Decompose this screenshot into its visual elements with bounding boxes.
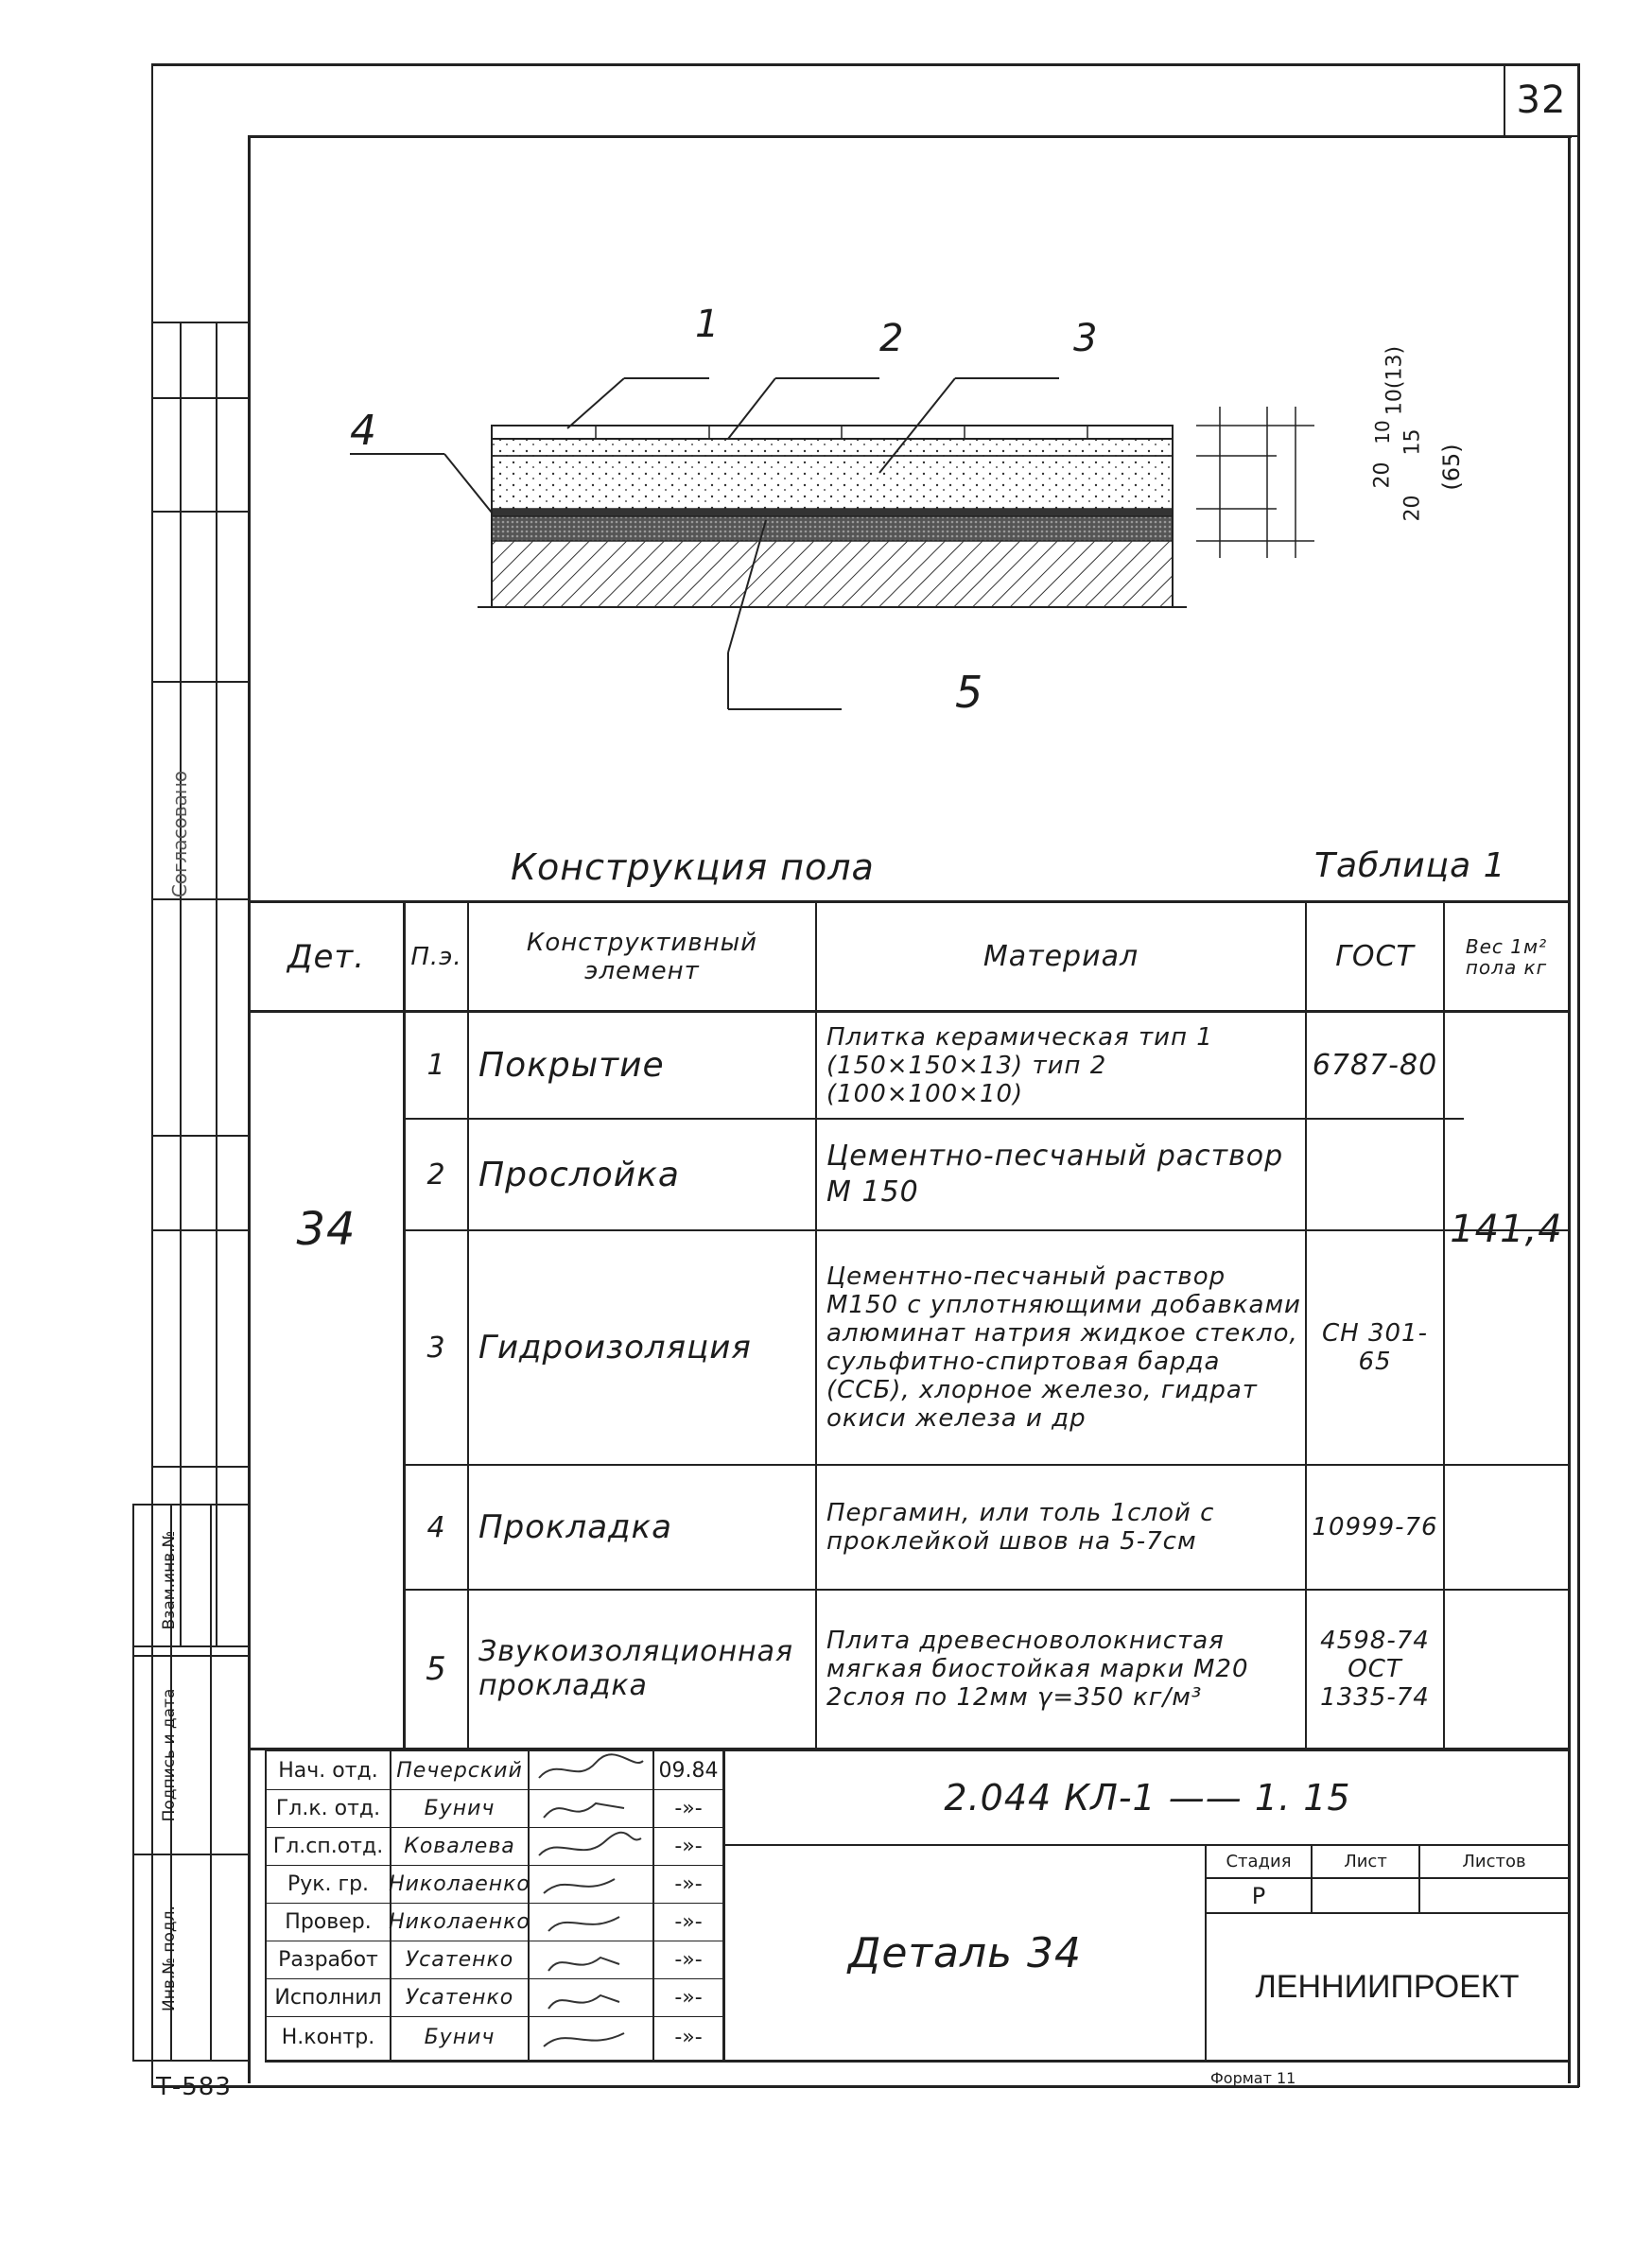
tb-date: 09.84 [658, 1758, 719, 1783]
inv-original-label: Инв.№ подл. [160, 1906, 179, 2011]
row1-n: 1 [426, 1049, 446, 1082]
tb-date: -»- [674, 1796, 703, 1820]
row4-gost: 10999-76 [1312, 1513, 1438, 1541]
side-stamp-text: Согласовано [168, 770, 191, 898]
side-h6 [151, 1229, 250, 1231]
tb-date: -»- [674, 1985, 703, 2010]
header-gost: ГОСТ [1335, 940, 1415, 973]
row2-element: Прослойка [478, 1155, 680, 1194]
tb-row [267, 1751, 722, 1790]
side-col-line-1 [151, 322, 153, 1645]
tb-date: -»- [674, 1947, 703, 1972]
tb-role: Гл.сп.отд. [272, 1834, 384, 1858]
archive-mark: Т-583 [156, 2073, 232, 2101]
callout-3: 3 [1073, 317, 1099, 360]
tb-row [267, 1789, 722, 1828]
sheet-header: Лист [1344, 1852, 1387, 1871]
col-gost-right [1443, 900, 1445, 1749]
side-block-left [132, 1504, 134, 2062]
table-caption: Конструкция пола [511, 846, 875, 888]
side-h1 [151, 397, 250, 399]
tb-name: Николаенко [389, 1909, 530, 1934]
outer-border-right [1577, 63, 1580, 2087]
tb-role: Н.контр. [281, 2025, 375, 2049]
layer-mortar [492, 439, 1173, 456]
row4-element: Прокладка [478, 1508, 672, 1546]
doc-title: Деталь 34 [847, 1928, 1083, 1977]
table-label: Таблица 1 [1314, 846, 1506, 885]
dim-total: (65) [1438, 444, 1465, 491]
row5-material: Плита древесноволокнистая мягкая биостойкая марки М20 2слоя по 12мм γ=350 кг/м³ [826, 1627, 1249, 1712]
row3-gost: СН 301-65 [1322, 1319, 1428, 1376]
format-note: Формат 11 [1210, 2069, 1296, 2087]
floor-section-drawing [312, 312, 1541, 757]
tb-role: Провер. [285, 1909, 372, 1934]
row2-gost [1307, 1120, 1443, 1229]
outer-border-top [151, 63, 1579, 66]
row1-gost: 6787-80 [1312, 1049, 1438, 1082]
side-block-bottom [132, 2060, 250, 2062]
row4-material: Пергамин, или толь 1слой с проклейкой швов на 5-7см [826, 1499, 1215, 1556]
side-block-h1 [132, 1655, 250, 1657]
layer-waterproofing [492, 456, 1173, 509]
tb-people [267, 1751, 722, 2060]
side-h8 [132, 1504, 250, 1506]
org-name: ЛЕННИИПРОЕКТ [1255, 1968, 1520, 2005]
callout-5: 5 [955, 667, 984, 718]
layer-insulation [492, 516, 1173, 541]
inner-frame-top [248, 135, 1572, 138]
doc-code: 2.044 КЛ-1 —— 1. 15 [944, 1777, 1351, 1819]
layer-tile [492, 426, 1173, 439]
row2-n: 2 [426, 1158, 446, 1192]
tb-row [267, 1827, 722, 1866]
tb-date: -»- [674, 1871, 703, 1896]
side-block-right [210, 1504, 212, 2062]
layer-slab [492, 541, 1173, 607]
side-h9 [132, 1645, 250, 1647]
side-block-h2 [132, 1854, 250, 1855]
layer-membrane [492, 509, 1173, 516]
tb-row [267, 1978, 722, 2017]
side-h2 [151, 511, 250, 513]
dim-d3: 10 [1371, 420, 1394, 444]
det-value: 34 [296, 1203, 356, 1256]
side-h5 [151, 1135, 250, 1137]
row5-n: 5 [426, 1650, 447, 1688]
row5-element: Звукоизоляционная прокладка [478, 1635, 794, 1702]
stage-value: Р [1251, 1882, 1266, 1909]
row3-n: 3 [426, 1331, 446, 1365]
tb-name: Бунич [424, 2025, 496, 2049]
dim-d4: 15 [1400, 428, 1425, 456]
row3-element: Гидроизоляция [478, 1329, 752, 1367]
page-number: 32 [1516, 78, 1567, 122]
weight-value: 141,4 [1450, 1208, 1563, 1251]
header-weight: Вес 1м² пола кг [1465, 934, 1548, 979]
side-col-line-2 [180, 322, 182, 1645]
tb-bottom [265, 2060, 1570, 2063]
stage-header: Стадия [1226, 1852, 1292, 1871]
signature-date-label: Подпись и дата [160, 1688, 179, 1822]
tb-name: Усатенко [405, 1947, 514, 1972]
tb-role: Гл.к. отд. [275, 1796, 381, 1820]
tb-date: -»- [674, 1909, 703, 1934]
header-det: Дет. [287, 937, 366, 976]
tb-name: Николаенко [389, 1871, 530, 1896]
tb-role: Разработ [278, 1947, 378, 1972]
callout-4: 4 [350, 407, 377, 455]
side-h4 [151, 898, 250, 900]
tb-role: Нач. отд. [278, 1758, 378, 1783]
tb-name: Ковалева [404, 1834, 515, 1858]
header-material: Материал [983, 940, 1139, 973]
row3-material: Цементно-песчаный раствор М150 с уплотняющими добавками алюминат натрия жидкое стекло, сульфитно-спиртовая барда (ССБ), хлорное железо, гидрат окиси железа и др [826, 1262, 1301, 1433]
row2-material: Цементно-песчаный раствор М 150 [826, 1140, 1284, 1209]
dim-d5: 20 [1400, 495, 1425, 522]
sheets-header: Листов [1462, 1852, 1526, 1871]
side-h7 [151, 1466, 250, 1468]
row5-gost: 4598-74 ОСТ 1335-74 [1320, 1627, 1430, 1712]
dim-d1: 10(13) [1382, 345, 1407, 416]
tb-role: Рук. гр. [287, 1871, 370, 1896]
inner-frame-left [248, 135, 251, 2083]
tb-row [267, 1865, 722, 1904]
callout-2: 2 [879, 317, 905, 360]
inv-replace-label: Взам.инв.№ [160, 1530, 179, 1630]
tb-name: Печерский [396, 1758, 523, 1783]
tb-date: -»- [674, 2025, 703, 2049]
tb-name: Усатенко [405, 1985, 514, 2010]
side-top-line [151, 322, 250, 323]
tb-row [267, 1903, 722, 1941]
header-element: Конструктивный элемент [526, 928, 758, 985]
side-col-line-3 [216, 322, 217, 1645]
signatures [530, 1751, 652, 2060]
dim-d2: 20 [1370, 461, 1395, 489]
row1-material: Плитка керамическая тип 1 (150×150×13) тип 2 (100×100×10) [826, 1022, 1213, 1108]
row1-element: Покрытие [478, 1046, 665, 1085]
header-pp: П.э. [410, 942, 462, 971]
outer-border-bottom [151, 2085, 1579, 2088]
tb-role: Исполнил [274, 1985, 382, 2010]
tb-row [267, 1941, 722, 1979]
side-h3 [151, 681, 250, 683]
callout-1: 1 [695, 303, 721, 346]
tb-date: -»- [674, 1834, 703, 1858]
tb-name: Бунич [424, 1796, 496, 1820]
tb-row [267, 2016, 722, 2058]
row4-n: 4 [426, 1510, 446, 1544]
